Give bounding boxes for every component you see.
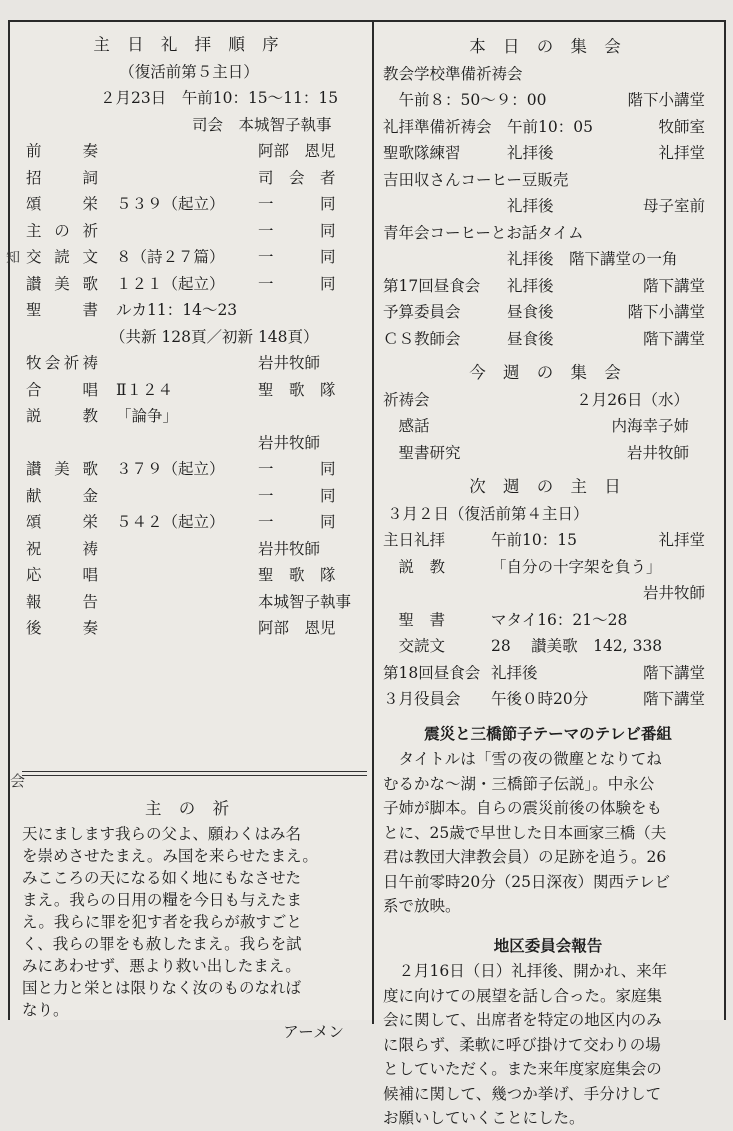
order-label <box>26 615 98 642</box>
meeting-place: 岩井牧師 <box>642 584 705 602</box>
column-divider <box>372 20 374 1024</box>
week-title: 今 週 の 集 会 <box>469 363 627 382</box>
meeting-row <box>383 527 713 554</box>
meeting-time: 午前10：15 <box>491 531 577 549</box>
district-line: ２月16日（日）礼拝後、開かれ、来年 <box>383 962 668 980</box>
order-label-char: 祝 <box>26 539 42 558</box>
tv-line: 系で放映。 <box>383 897 461 915</box>
order-label-char: 説 <box>26 407 42 425</box>
meeting-time: 午後０時20分 <box>491 690 589 708</box>
order-label-char: 献 <box>26 486 42 505</box>
prayer-line: みにあわせず、悪より救い出したまえ。 <box>22 957 301 975</box>
meeting-name: 主日礼拝 <box>383 531 446 549</box>
meeting-name: ３月役員会 <box>383 690 461 708</box>
order-row <box>22 589 356 616</box>
order-row <box>22 456 356 483</box>
meeting-name: 吉田収さんコーヒー豆販売 <box>383 170 569 189</box>
order-person: 岩井牧師 <box>258 354 321 372</box>
order-person: 一 同 <box>258 513 336 531</box>
tv-line: とに、25歳で早世した日本画家三橋（夫 <box>383 823 667 842</box>
order-label <box>26 589 98 616</box>
worship-order-title: 主 日 礼 拝 順 序 <box>93 35 285 54</box>
order-detail: ５４２（起立） <box>116 513 225 531</box>
district-text <box>383 959 713 1131</box>
meeting-row <box>383 220 713 247</box>
meeting-place: 階下小講堂 <box>627 303 705 321</box>
order-person: 阿部 恩児 <box>258 619 336 637</box>
order-person: 聖 歌 隊 <box>258 380 336 399</box>
order-label <box>26 350 98 377</box>
meeting-time: 礼拝後 <box>507 276 554 295</box>
order-detail: ルカ11：14〜23 <box>116 301 238 319</box>
meeting-place: 礼拝堂 <box>658 531 705 549</box>
order-person: 一 同 <box>258 486 336 505</box>
order-label-char: の <box>54 221 70 240</box>
order-detail: 「論争」 <box>116 407 179 425</box>
district-line: 度に向けての展望を話し合った。家庭集 <box>383 986 663 1005</box>
order-label-char: 牧 <box>26 354 42 372</box>
order-label-char: 栄 <box>82 513 98 531</box>
meeting-row <box>383 554 713 581</box>
week-name: 祈祷会 <box>383 390 430 409</box>
meeting-row <box>383 246 713 273</box>
order-label <box>26 536 98 563</box>
prayer-line: 天にまします我らの父よ、願わくはみ名 <box>22 825 302 843</box>
week-row <box>383 440 713 467</box>
announcements-column <box>383 34 713 1131</box>
order-person: 一 同 <box>258 248 336 266</box>
worship-subtitle: （復活前第５主日） <box>119 62 259 81</box>
order-label-char: 頌 <box>26 513 42 531</box>
order-label-char: 頌 <box>26 195 42 213</box>
section-rule <box>22 771 367 776</box>
meeting-row <box>383 299 713 326</box>
order-label <box>26 271 98 298</box>
meeting-row <box>383 140 713 167</box>
meeting-row <box>383 61 713 88</box>
next-list <box>383 527 713 713</box>
presider-row <box>22 112 356 139</box>
meeting-time: 昼食後 <box>507 329 554 348</box>
meeting-time: 礼拝後 <box>507 144 554 162</box>
order-row <box>22 271 356 298</box>
order-label-char: 奏 <box>82 619 98 637</box>
order-label-char: 祷 <box>82 539 98 558</box>
meeting-name: 青年会コーヒーとお話タイム <box>383 223 584 242</box>
order-label-char: 唱 <box>82 566 98 584</box>
meeting-time: 午前10：05 <box>507 117 593 136</box>
order-person: 一 同 <box>258 195 336 213</box>
order-person: 司 会 者 <box>258 168 336 187</box>
order-label-char: 合 <box>26 380 42 399</box>
week-name: 聖書研究 <box>383 443 461 462</box>
order-detail: ３７９（起立） <box>116 460 225 478</box>
district-line: 会に関して、出席者を特定の地区内のみ <box>383 1011 662 1029</box>
meeting-row <box>383 660 713 687</box>
meeting-name: 教会学校準備祈祷会 <box>383 64 523 83</box>
order-row <box>22 297 356 324</box>
week-detail: 内海幸子姉 <box>611 417 689 435</box>
order-label-char: 主 <box>26 221 42 240</box>
order-label-char: 読 <box>54 248 70 266</box>
order-label <box>26 297 98 324</box>
order-list-3 <box>22 456 356 642</box>
order-label-char: 祈 <box>63 354 80 372</box>
order-label-char: 歌 <box>82 274 98 293</box>
meeting-place: 牧師室 <box>658 117 705 136</box>
prayer-text <box>22 823 358 1021</box>
order-label <box>26 244 98 271</box>
prayer-line: なり。 <box>22 1001 69 1019</box>
tv-title: 震災と三橋節子テーマのテレビ番組 <box>424 723 672 743</box>
tv-text <box>383 747 713 919</box>
order-label-char: 唱 <box>82 380 98 399</box>
district-line: お願いしていくことにした。 <box>383 1109 585 1127</box>
order-row <box>22 244 356 271</box>
week-detail: ２月26日（水） <box>576 390 689 409</box>
order-row <box>22 615 356 642</box>
order-label-char: 会 <box>44 354 61 372</box>
tv-line: 君は教団大津教会員）の足跡を追う。26 <box>383 848 667 866</box>
order-label <box>26 218 98 245</box>
order-detail: ５３９（起立） <box>116 195 225 213</box>
order-label <box>26 483 98 510</box>
order-row <box>22 536 356 563</box>
meeting-row <box>383 633 713 660</box>
prayer-line: く、我らの罪をも赦したまえ。我らを試 <box>22 935 302 953</box>
week-row <box>383 413 713 440</box>
order-label <box>26 377 98 404</box>
worship-order-column <box>22 32 356 642</box>
meeting-name: 聖 書 <box>383 610 446 629</box>
meeting-row <box>383 607 713 634</box>
meeting-time: 「自分の十字架を負う」 <box>491 557 662 576</box>
order-label-char: 教 <box>82 407 98 425</box>
week-list <box>383 387 713 467</box>
amen: アーメン <box>283 1023 344 1041</box>
order-row <box>22 403 356 430</box>
scripture-pages: （共新 128頁／初新 148頁） <box>110 327 319 346</box>
order-row <box>22 377 356 404</box>
tv-line: むるかな〜湖・三橋節子伝説」。中永公 <box>383 774 655 793</box>
order-label-char: 奏 <box>82 142 98 160</box>
meeting-place: 階下講堂 <box>642 690 705 708</box>
meeting-name: 午前８：50〜９：00 <box>383 91 547 109</box>
order-label-char: 告 <box>82 592 98 611</box>
order-row <box>22 562 356 589</box>
order-label-char: 讃 <box>26 460 42 478</box>
tv-line: 子姉が脚本。自らの震災前後の体験をも <box>383 799 663 817</box>
preacher: 岩井牧師 <box>258 433 321 452</box>
order-label <box>26 403 98 430</box>
meeting-time: マタイ16：21〜28 <box>491 610 628 629</box>
meeting-time: 28 讃美歌 142, 338 <box>491 637 663 655</box>
order-label-char: 詞 <box>82 168 98 187</box>
today-list <box>383 61 713 353</box>
order-detail: １２１（起立） <box>116 274 225 293</box>
meeting-time: 礼拝後 <box>491 663 538 682</box>
meeting-name: 第17回昼食会 <box>383 276 481 295</box>
presider: 司会 本城智子執事 <box>192 115 332 134</box>
district-title: 地区委員会報告 <box>493 935 603 955</box>
meeting-name: 説 教 <box>383 557 446 576</box>
order-label-char: 金 <box>82 486 98 505</box>
margin-mark: 知 <box>6 250 20 266</box>
tv-line: 日午前零時20分（25日深夜）関西テレビ <box>383 872 671 891</box>
meeting-row <box>383 273 713 300</box>
meeting-name: 礼拝準備祈祷会 <box>383 117 492 136</box>
meeting-row <box>383 87 713 114</box>
order-label-char: 招 <box>26 168 42 187</box>
order-label-char: 美 <box>54 460 70 478</box>
meeting-name: 聖歌隊練習 <box>383 144 461 162</box>
order-label-char: 交 <box>26 248 42 266</box>
preacher-row <box>22 430 356 457</box>
meeting-row <box>383 686 713 713</box>
next-title: 次 週 の 主 日 <box>469 477 627 496</box>
meeting-name: 第18回昼食会 <box>383 663 481 682</box>
order-list-1 <box>22 138 356 324</box>
order-label-char: 後 <box>26 619 42 637</box>
order-row <box>22 218 356 245</box>
next-date: ３月２日（復活前第４主日） <box>387 504 589 523</box>
prayer-line: 国と力と栄とは限りなく汝のものなれば <box>22 979 302 997</box>
order-detail: Ⅱ１２４ <box>116 380 174 399</box>
meeting-row <box>383 114 713 141</box>
order-person: 本城智子執事 <box>258 592 352 611</box>
order-label-char: 歌 <box>82 460 98 478</box>
meeting-place: 母子室前 <box>642 197 705 215</box>
order-detail: ８（詩２７篇） <box>116 248 225 266</box>
order-person: 岩井牧師 <box>258 539 321 558</box>
order-label-char: 栄 <box>82 195 98 213</box>
order-row <box>22 165 356 192</box>
order-row <box>22 509 356 536</box>
order-label-char: 書 <box>82 301 98 319</box>
prayer-line: え。我らに罪を犯す者を我らが赦すごと <box>22 913 302 931</box>
worship-datetime: ２月23日 午前10：15〜11：15 <box>100 89 339 107</box>
meeting-place: 階下講堂 <box>642 663 705 682</box>
order-label <box>26 562 98 589</box>
order-label-char: 文 <box>82 248 98 266</box>
order-label-char: 祈 <box>82 221 98 240</box>
week-row <box>383 387 713 414</box>
scripture-pages-row <box>22 324 356 351</box>
meeting-place: 階下小講堂 <box>627 91 705 109</box>
today-title: 本 日 の 集 会 <box>469 37 627 56</box>
tv-line: タイトルは「雪の夜の微塵となりてね <box>383 750 662 768</box>
order-label-char: 美 <box>54 274 70 293</box>
order-list-2 <box>22 350 356 430</box>
meeting-name: ＣＳ教師会 <box>383 329 461 348</box>
order-person: 阿部 恩児 <box>258 142 336 160</box>
order-person: 一 同 <box>258 274 336 293</box>
meeting-row <box>383 326 713 353</box>
meeting-place: 礼拝堂 <box>658 144 705 162</box>
order-person: 聖 歌 隊 <box>258 566 336 584</box>
order-row <box>22 191 356 218</box>
prayer-line: まえ。我らの日用の糧を今日も与えたま <box>22 891 302 909</box>
order-row <box>22 350 356 377</box>
prayer-line: を崇めさせたまえ。み国を来らせたまえ。 <box>22 847 318 865</box>
order-label <box>26 191 98 218</box>
order-label-char: 祷 <box>82 354 98 372</box>
meeting-name: 交読文 <box>383 637 446 655</box>
order-label <box>26 456 98 483</box>
week-name: 感話 <box>383 417 430 435</box>
edge-mark: 会 <box>10 772 26 790</box>
order-label-char: 讃 <box>26 274 42 293</box>
lords-prayer <box>22 795 358 1043</box>
prayer-line: みこころの天になる如く地にもなさせた <box>22 869 302 887</box>
meeting-row <box>383 167 713 194</box>
order-label <box>26 165 98 192</box>
district-line: としていただく。また来年度家庭集会の <box>383 1060 662 1078</box>
order-person: 一 同 <box>258 460 336 478</box>
order-label <box>26 509 98 536</box>
meeting-name: 予算委員会 <box>383 303 461 321</box>
order-label-char: 応 <box>26 566 42 584</box>
datetime-row <box>22 85 356 112</box>
meeting-time: 昼食後 <box>507 303 554 321</box>
order-label-char: 前 <box>26 142 42 160</box>
district-line: に限らず、柔軟に呼び掛けて交わりの場 <box>383 1035 661 1054</box>
prayer-title: 主 の 祈 <box>145 799 235 818</box>
district-line: 候補に関して、幾つか挙げ、手分けして <box>383 1084 662 1103</box>
meeting-row <box>383 193 713 220</box>
order-label <box>26 138 98 165</box>
meeting-place: 階下講堂 <box>642 329 705 348</box>
meeting-row <box>383 580 713 607</box>
week-detail: 岩井牧師 <box>626 443 689 462</box>
meeting-time: 礼拝後 階下講堂の一角 <box>507 250 678 268</box>
order-row <box>22 483 356 510</box>
meeting-time: 礼拝後 <box>507 197 554 215</box>
order-label-char: 聖 <box>26 301 42 319</box>
order-row <box>22 138 356 165</box>
order-person: 一 同 <box>258 221 336 240</box>
order-label-char: 報 <box>26 592 42 611</box>
meeting-place: 階下講堂 <box>642 276 705 295</box>
